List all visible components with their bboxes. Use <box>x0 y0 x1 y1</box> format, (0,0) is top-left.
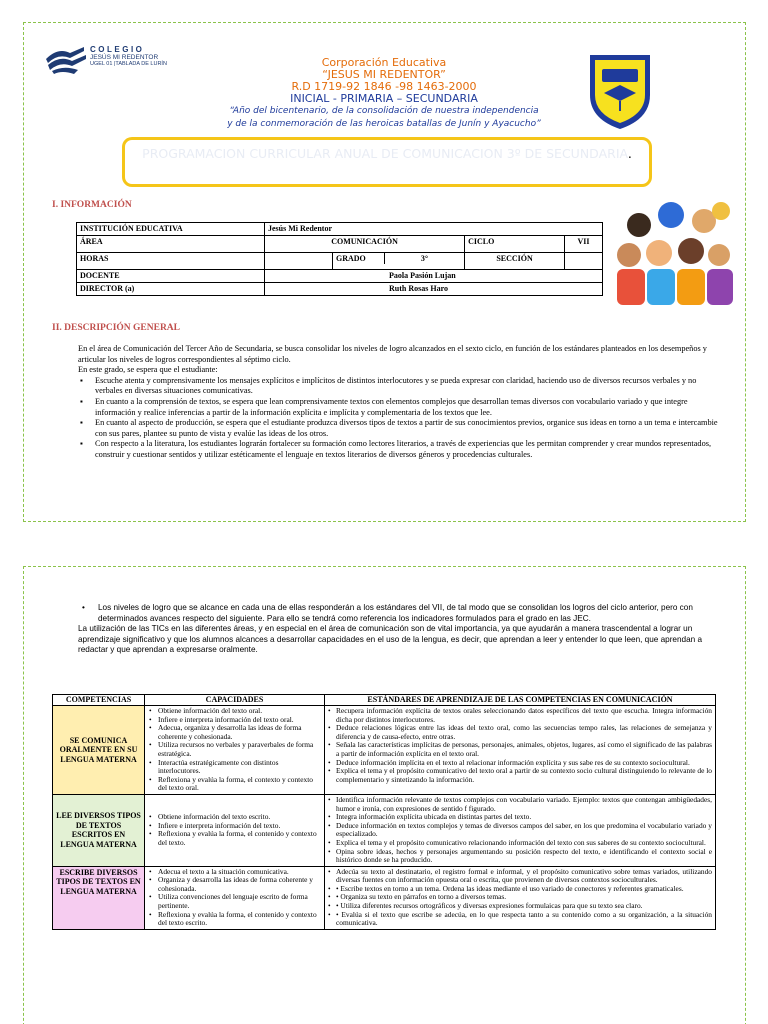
list-item: • Adecua el texto a la situación comunicativa. <box>148 868 321 877</box>
list-item: • Adecúa su texto al destinatario, el registro formal e informal, y el propósito comunicativo sobre temas variados, utilizando diversas fuentes con información opuesta oral o escrita, que provienen de diversos contextos socioculturales. <box>328 868 712 885</box>
list-item: ▪ Escuche atenta y comprensivamente los mensajes explícitos e implícitos de distintos interlocutores y se pueda expresar con claridad, haciendo uso de diversos recursos verbales y no verbales en diversas situaciones comunicativas. <box>78 376 718 397</box>
capacities-cell <box>145 794 325 866</box>
list-item: • Reflexiona y evalúa la forma, el contenido y contexto del texto escrito. <box>148 911 321 928</box>
standards-cell <box>325 706 716 795</box>
list-item: • Infiere e interpreta información del texto oral. <box>148 716 321 725</box>
label-institucion: INSTITUCIÓN EDUCATIVA <box>77 223 265 236</box>
label-area: ÁREA <box>77 236 265 253</box>
value-institucion: Jesús Mi Redentor <box>265 223 603 236</box>
list-item: • Utiliza convenciones del lenguaje escrito de forma pertinente. <box>148 893 321 910</box>
value-grado: 3° <box>420 254 429 263</box>
competencies-table <box>52 694 716 930</box>
resolution-numbers: R.D 1719-92 1846 -98 1463-2000 <box>291 80 477 93</box>
list-item: • Opina sobre ideas, hechos y personajes argumentando su posición respecto del texto, e identificando el contexto social e histórico donde se ha producido. <box>328 848 712 865</box>
competency-name: LEE DIVERSOS TIPOS DE TEXTOS ESCRITOS EN LENGUA MATERNA <box>53 794 145 866</box>
list-item: • Recupera información explícita de textos orales seleccionando datos específicos del texto que escucha. Integra información dicha por distintos interlocutores. <box>328 707 712 724</box>
school-levels: INICIAL - PRIMARIA – SECUNDARIA <box>290 92 478 105</box>
document-title-text: PROGRAMACION CURRICULAR ANUAL DE COMUNICACION 3º DE SECUNDARIA <box>142 146 628 161</box>
capacities-cell <box>145 866 325 929</box>
section-1-title: I. INFORMACIÓN <box>52 200 132 210</box>
info-table <box>76 222 603 296</box>
list-item: • Obtiene información del texto escrito. <box>148 813 321 822</box>
value-ciclo: VII <box>565 236 603 253</box>
table-header-capacidades: CAPACIDADES <box>145 695 325 706</box>
logo-text <box>90 45 167 67</box>
list-item: • Reflexiona y evalúa la forma, el contenido y contexto del texto. <box>148 830 321 847</box>
list-item: • Identifica información relevante de textos complejos con vocabulario variado. Ejemplo: textos que contengan ambigüedades, humor e ironía, con expresiones de sentido f figurado. <box>328 796 712 813</box>
capacities-cell <box>145 706 325 795</box>
list-item: • Deduce información en textos complejos y temas de diversos campos del saber, en los que predomina el vocabulario variado y especializado. <box>328 822 712 839</box>
label-docente: DOCENTE <box>77 270 265 283</box>
title-period: . <box>627 146 632 161</box>
list-item: • Deduce relaciones lógicas entre las ideas del texto oral, como las secuencias tempo rales, las relaciones de semejanza y diferencia y de causa-efecto, entre otras. <box>328 724 712 741</box>
logo-colegio: COLEGIO <box>90 45 145 54</box>
grado-cell <box>333 253 465 270</box>
table-header-estandares: ESTÁNDARES DE APRENDIZAJE DE LAS COMPETENCIAS EN COMUNICACIÓN <box>325 695 716 706</box>
list-item: • Reflexiona y evalúa la forma, el contexto y contexto del texto oral. <box>148 776 321 793</box>
value-docente: Paola Pasión Lujan <box>265 270 603 283</box>
list-item: • Explica el tema y el propósito comunicativo relacionando información del texto con sus saberes de su contexto sociocultural. <box>328 839 712 848</box>
page-1 <box>23 22 746 522</box>
school-name: “JESUS MI REDENTOR” <box>322 68 446 81</box>
list-item: • Señala las características implícitas de personas, personajes, animales, objetos, lugares, así como el significado de las palabras a partir de información explícita en el texto oral. <box>328 741 712 758</box>
desc-intro: En el área de Comunicación del Tercer Año de Secundaria, se busca consolidar los niveles de logro alcanzados en el sexto ciclo, en función de los estándares planteados en los desempeños y articular los niveles de logros correspondientes al séptimo ciclo. <box>78 344 707 364</box>
label-seccion: SECCIÓN <box>465 253 565 270</box>
logo-school-name: JESÚS MI REDENTOR <box>90 54 159 61</box>
list-item: • Integra información explícita ubicada en distintas partes del texto. <box>328 813 712 822</box>
book-logo-icon <box>44 43 88 77</box>
school-badge <box>584 49 656 131</box>
list-item: • • Utiliza diferentes recursos ortográficos y diversas expresiones formulaicas para que su texto sea claro. <box>328 902 712 911</box>
desc-list <box>78 376 718 461</box>
table-header-competencias: COMPETENCIAS <box>53 695 145 706</box>
list-item: ▪ Con respecto a la literatura, los estudiantes lograrán fortalecer su formación como lectores literarios, a través de experiencias que les permitan comprender y crear mundos representados, construir y cuestionar sentidos y utilizar estéticamente el lenguaje en textos literarios de diversos géneros y procedencias culturales. <box>78 439 718 460</box>
value-area: COMUNICACIÓN <box>265 236 465 253</box>
table-row <box>53 866 716 929</box>
page-2-intro <box>78 603 718 656</box>
label-ciclo: CICLO <box>465 236 565 253</box>
value-seccion <box>565 253 603 270</box>
year-motto-line-1: “Año del bicentenario, de la consolidación de nuestra independencia <box>229 106 539 116</box>
competency-name: ESCRIBE DIVERSOS TIPOS DE TEXTOS EN LENGUA MATERNA <box>53 866 145 929</box>
section-2-title: II. DESCRIPCIÓN GENERAL <box>52 323 181 333</box>
list-item: • Obtiene información del texto oral. <box>148 707 321 716</box>
desc-lead: En este grado, se espera que el estudiante: <box>78 365 218 375</box>
document-title <box>122 137 652 187</box>
label-horas: HORAS <box>77 253 265 270</box>
standards-cell <box>325 866 716 929</box>
value-director: Ruth Rosas Haro <box>265 283 603 296</box>
list-item: • Adecua, organiza y desarrolla las ideas de forma coherente y cohesionada. <box>148 724 321 741</box>
list-item: • Explica el tema y el propósito comunicativo del texto oral a partir de su contexto socio cultural distinguiendo lo relevante de lo complementario y sintetizando la información. <box>328 767 712 784</box>
org-name: Corporación Educativa <box>321 56 447 69</box>
list-item: • • Evalúa si el texto que escribe se adecúa, en lo que respecta tanto a su contenido como a su organización, a la situación comunicativa. <box>328 911 712 928</box>
label-director: DIRECTOR (a) <box>77 283 265 296</box>
list-item: • Organiza y desarrolla las ideas de forma coherente y cohesionada. <box>148 876 321 893</box>
list-item: • Los niveles de logro que se alcance en cada una de ellas responderán a los estándares del VII, de tal modo que se consolidan los logros del ciclo anterior, pero con determinados avances respecto del siguiente. Para ello se tendrá como referencia los indicadores formulados para el grado en las JEC. <box>78 603 718 624</box>
standards-cell <box>325 794 716 866</box>
table-row <box>53 706 716 795</box>
competency-name: SE COMUNICA ORALMENTE EN SU LENGUA MATERNA <box>53 706 145 795</box>
list-item: • Utiliza recursos no verbales y paraverbales de forma estratégica. <box>148 741 321 758</box>
page-2 <box>23 566 746 1024</box>
students-illustration <box>609 185 735 307</box>
list-item: ▪ En cuanto al aspecto de producción, se espera que el estudiante produzca diversos tipos de textos a partir de sus conocimientos previos, organice sus ideas en torno a un tema e intercambie con sus pares, plantee su punto de vista y evalúe las ideas de los otros. <box>78 418 718 439</box>
list-item: • • Organiza su texto en párrafos en torno a diversos temas. <box>328 893 712 902</box>
value-horas <box>265 253 333 270</box>
list-item: • Interactúa estratégicamente con distintos interlocutores. <box>148 759 321 776</box>
list-item: • Infiere e interpreta información del texto. <box>148 822 321 831</box>
general-description <box>78 344 718 461</box>
tics-paragraph: La utilización de las TICs en las diferentes áreas, y en especial en el área de comunicación son de vital importancia, ya que ayudarán a manera trascendental a lograr un aprendizaje significativo y que los alumnos alcances a desarrollar capacidades en el uso de la lengua, es decir, que aprendan a leer y entender lo que leen, que aprendan a redactar y que aprendan a expresarse oralmente. <box>78 624 703 654</box>
label-grado: GRADO <box>333 253 385 264</box>
year-motto-line-2: y de la conmemoración de las heroicas batallas de Junín y Ayacucho” <box>227 119 541 129</box>
list-item: ▪ En cuanto a la comprensión de textos, se espera que lean comprensivamente textos con elementos complejos que desarrollan temas diversos con vocabulario variado y que integre información y realice inferencias a partir de la información explícita e implícita y complementaria de los textos que lee. <box>78 397 718 418</box>
school-header <box>174 57 594 131</box>
logo-ugel: UGEL 01 |TABLADA DE LURÍN <box>90 61 167 67</box>
list-item: • • Escribe textos en torno a un tema. Ordena las ideas mediante el uso variado de conectores y referentes gramaticales. <box>328 885 712 894</box>
list-item: • Deduce información implícita en el texto al relacionar información explícita y sus sabe res de su contexto sociocultural. <box>328 759 712 768</box>
table-row <box>53 794 716 866</box>
